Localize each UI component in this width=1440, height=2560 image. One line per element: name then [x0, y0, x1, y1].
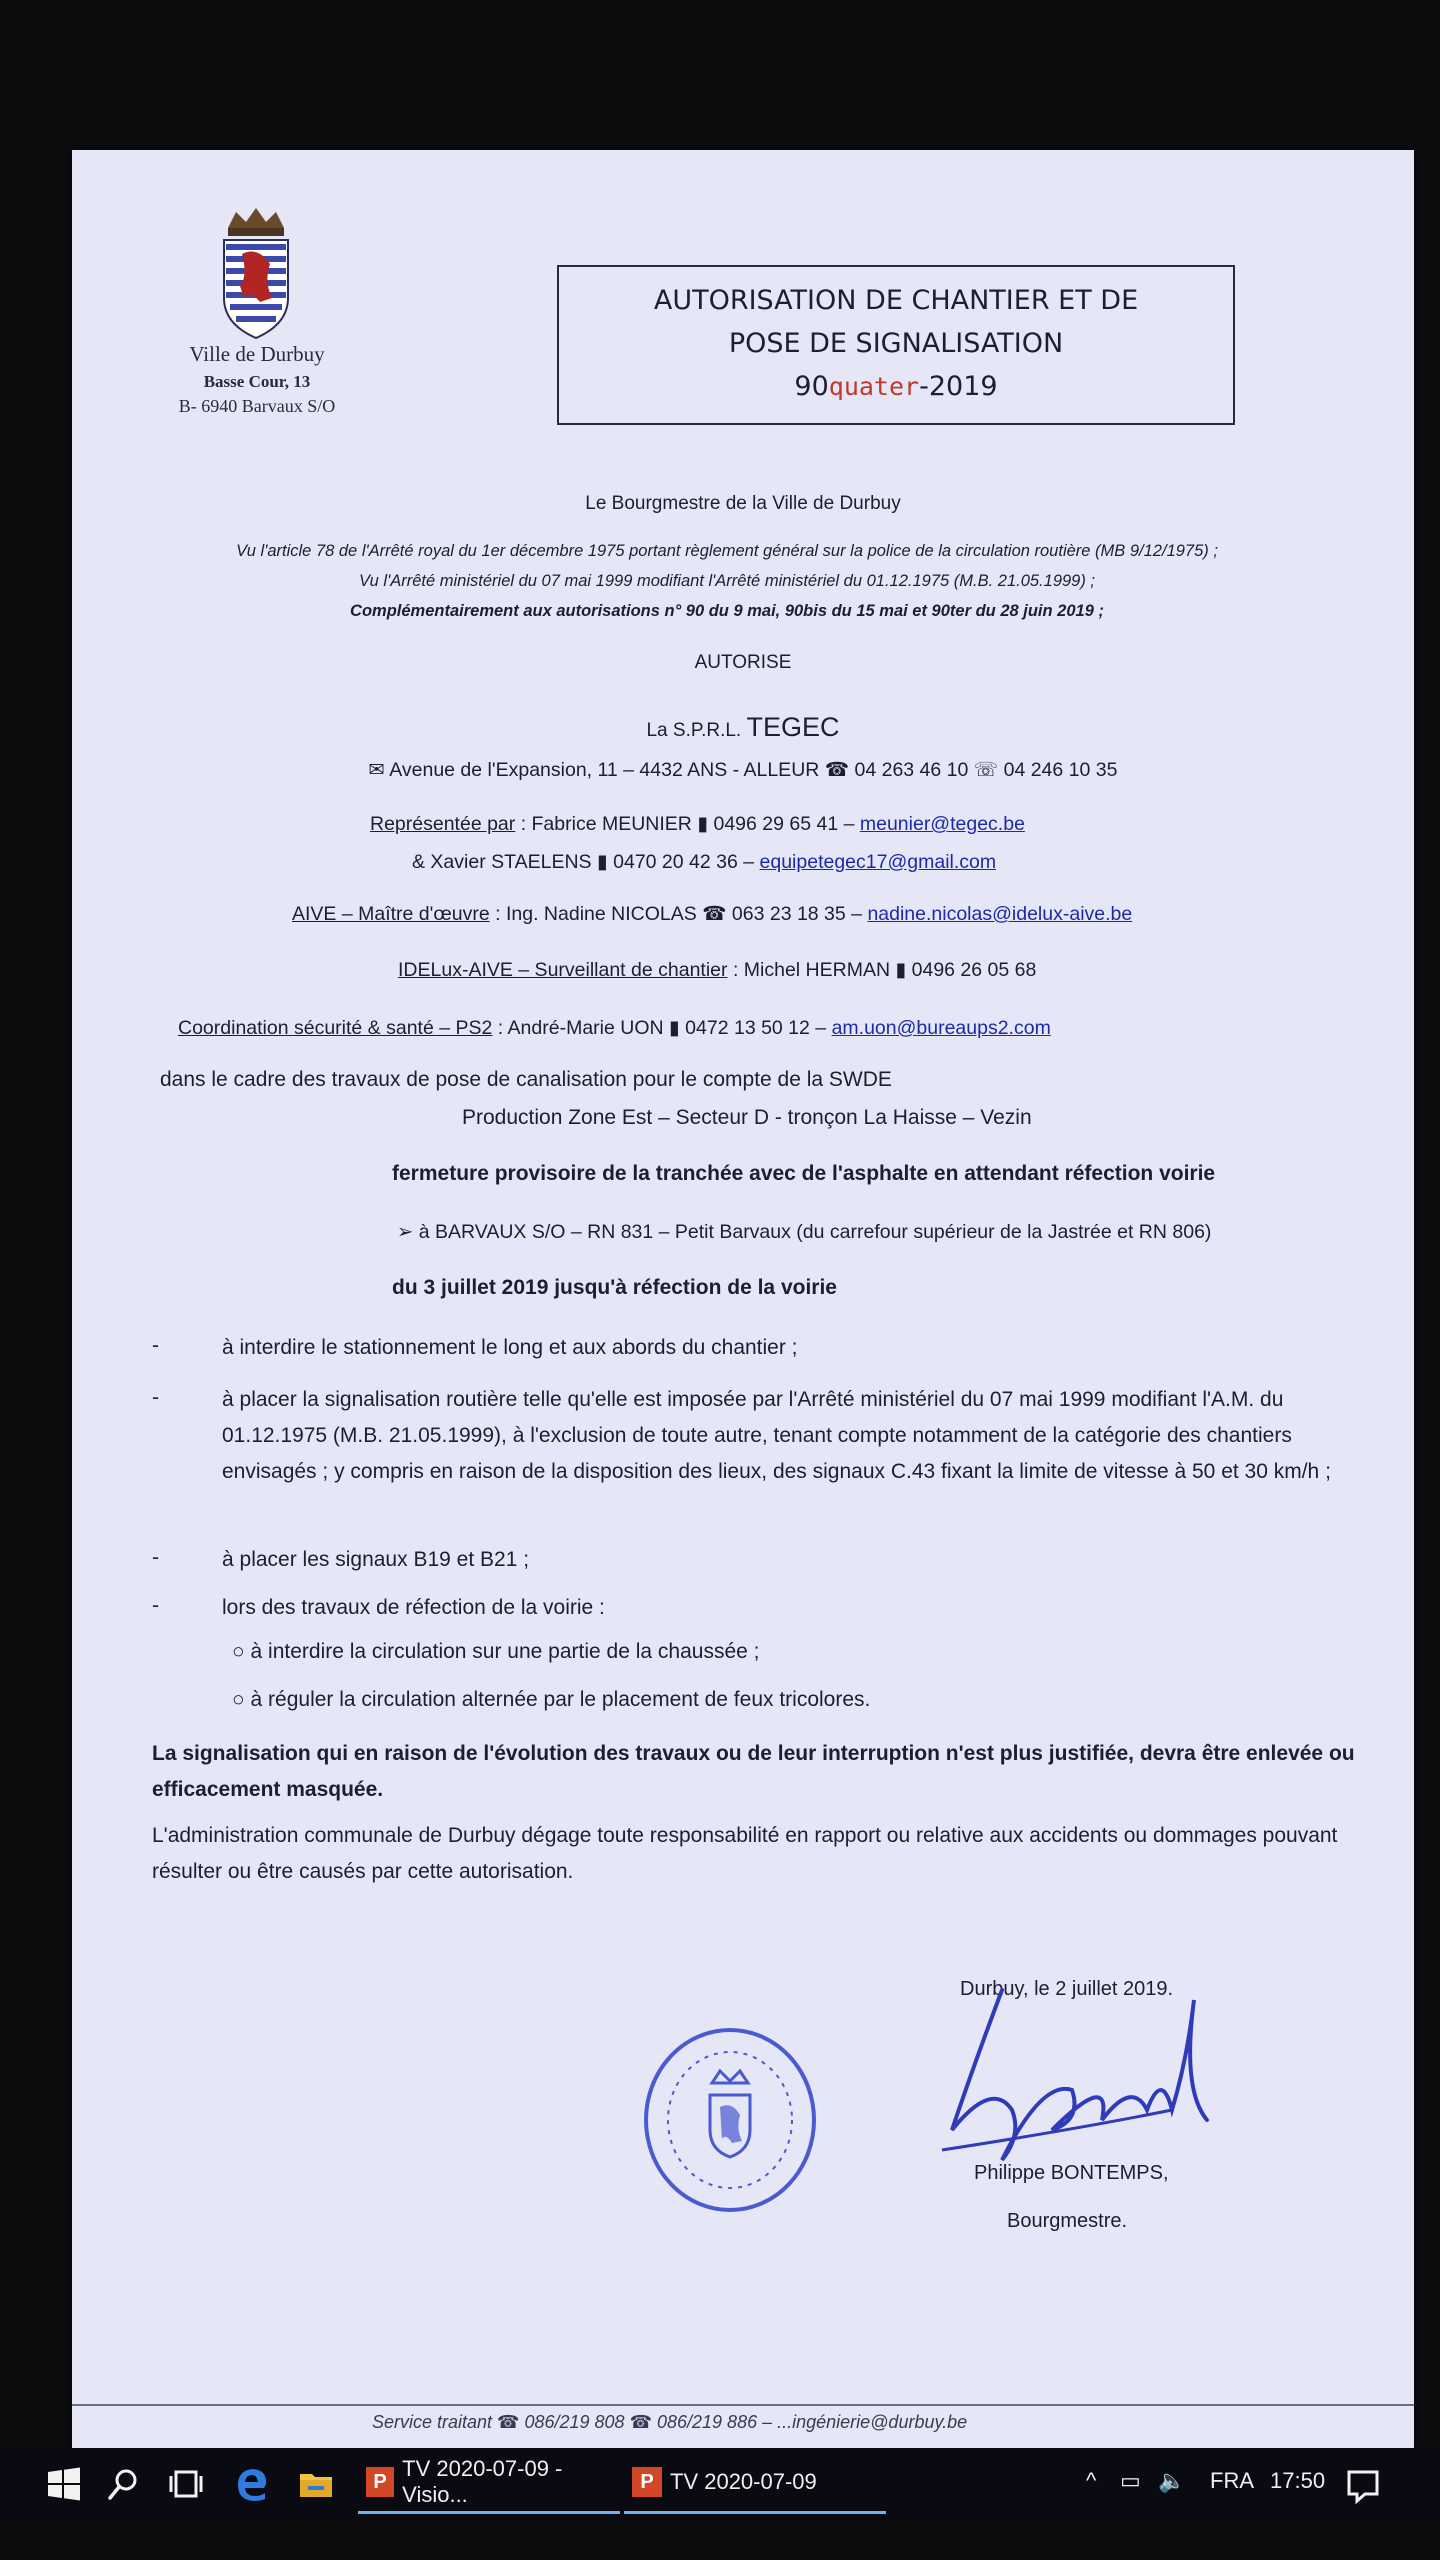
- representative-line-1: [370, 812, 1025, 836]
- company-fax: 04 246 10 35: [1003, 759, 1118, 781]
- coordination-email[interactable]: am.uon@bureaups2.com: [831, 1017, 1051, 1039]
- dash-bullet: -: [152, 1386, 159, 1409]
- dash-bullet: -: [152, 1334, 159, 1357]
- autorise-heading: AUTORISE: [694, 652, 792, 673]
- commune-city: B- 6940 Barvaux S/O: [178, 396, 336, 416]
- commune-street: Basse Cour, 13: [203, 372, 311, 391]
- file-explorer-icon[interactable]: [298, 2466, 334, 2502]
- vu-line-2: Vu l'Arrêté ministériel du 07 mai 1999 modifiant l'Arrêté ministériel du 01.12.1975 (M.B. 21.05.1999) ;: [358, 572, 1096, 590]
- number-year: -2019: [919, 371, 998, 402]
- footer-service-line: Service traitant ☎ 086/219 808 ☎ 086/219 886 – ...ingénierie@durbuy.be: [372, 2412, 968, 2432]
- signer-name: Philippe BONTEMPS,: [974, 2162, 1169, 2184]
- mobile-icon: ▮: [669, 1017, 680, 1039]
- aive-label: AIVE – Maître d'œuvre: [292, 903, 490, 925]
- company-prefix: La S.P.R.L.: [646, 720, 742, 741]
- representative-1: : Fabrice MEUNIER: [520, 813, 692, 835]
- scanned-document: [72, 150, 1414, 2448]
- works-context: dans le cadre des travaux de pose de canalisation pour le compte de la SWDE: [160, 1068, 892, 1091]
- chevron-up-icon[interactable]: ^: [1086, 2468, 1097, 2493]
- idelux-line: [398, 958, 1036, 982]
- closing-disclaimer: L'administration communale de Durbuy dégage toute responsabilité en rapport ou relative aux accidents ou dommages pouvant résulter ou être causés par cette autorisation.: [152, 1824, 1338, 1883]
- signature-date: Durbuy, le 2 juillet 2019.: [960, 1978, 1174, 2000]
- list-item: lors des travaux de réfection de la voirie :: [222, 1596, 605, 1619]
- company-phone: 04 263 46 10: [854, 759, 969, 781]
- coordination-phone: 0472 13 50 12 –: [685, 1017, 827, 1039]
- taskbar-app-powerpoint-2[interactable]: [624, 2452, 886, 2514]
- phone-icon: ☎: [702, 903, 727, 925]
- search-icon[interactable]: [106, 2466, 142, 2502]
- representative-1-email[interactable]: meunier@tegec.be: [859, 813, 1025, 835]
- task-view-icon[interactable]: [168, 2466, 204, 2502]
- edge-browser-icon[interactable]: [234, 2466, 270, 2502]
- clock[interactable]: 17:50: [1270, 2468, 1326, 2493]
- idelux-label: IDELux-AIVE – Surveillant de chantier: [398, 959, 728, 981]
- company-name: TEGEC: [746, 712, 840, 742]
- aive-email[interactable]: nadine.nicolas@idelux-aive.be: [867, 903, 1133, 925]
- complement-line: Complémentairement aux autorisations n° 90 du 9 mai, 90bis du 15 mai et 90ter du 28 juin 2019 ;: [350, 602, 1104, 620]
- sub-list-item: ○ à réguler la circulation alternée par le placement de feux tricolores.: [232, 1688, 871, 1711]
- title-line2: POSE DE SIGNALISATION: [728, 328, 1064, 359]
- fax-icon: ☏: [973, 759, 999, 781]
- works-location: ➢ à BARVAUX S/O – RN 831 – Petit Barvaux (du carrefour supérieur de la Jastrée et RN 806): [397, 1221, 1212, 1243]
- notification-icon[interactable]: [1345, 2468, 1381, 2504]
- number-suffix: quater: [828, 372, 920, 401]
- powerpoint-icon: P: [366, 2467, 394, 2497]
- mobile-icon: ▮: [697, 813, 709, 835]
- works-zone: Production Zone Est – Secteur D - tronçon La Haisse – Vezin: [462, 1106, 1032, 1129]
- company-address: Avenue de l'Expansion, 11 – 4432 ANS - ALLEUR: [389, 759, 820, 781]
- representative-2-phone: 0470 20 42 36 –: [613, 851, 755, 873]
- language-indicator[interactable]: FRA: [1210, 2468, 1254, 2493]
- taskbar-app-label: TV 2020-07-09 - Visio...: [402, 2455, 563, 2507]
- sub-list-item-text: à réguler la circulation alternée par le placement de feux tricolores.: [250, 1688, 871, 1711]
- works-closure: fermeture provisoire de la tranchée avec de l'asphalte en attendant réfection voirie: [392, 1162, 1216, 1185]
- taskbar-app-powerpoint[interactable]: [358, 2452, 620, 2514]
- aive-contact: : Ing. Nadine NICOLAS: [495, 903, 697, 925]
- vu-line-1: Vu l'article 78 de l'Arrêté royal du 1er décembre 1975 portant règlement général sur la police de la circulation routière (MB 9/12/1975) ;: [236, 542, 1218, 560]
- list-item: à placer la signalisation routière telle qu'elle est imposée par l'Arrêté ministériel du 07 mai 1999 modifiant l'A.M. du 01.12.1975 (M.B. 21.05.1999), à l'exclusion de toute autre, tenant compte notamment de la catégorie des chantiers envisagés ; y compris en raison de la disposition des lieux, des signaux C.43 fixant la limite de vitesse à 50 et 30 km/h ;: [222, 1388, 1331, 1483]
- authorization-number: [559, 365, 1233, 408]
- mail-icon: ✉: [368, 759, 385, 781]
- list-item: à placer les signaux B19 et B21 ;: [222, 1548, 530, 1571]
- windows-start-icon[interactable]: [46, 2466, 82, 2502]
- title-line1: AUTORISATION DE CHANTIER ET DE: [653, 285, 1139, 316]
- coat-of-arms-icon: [214, 206, 298, 346]
- phone-icon: ☎: [824, 759, 850, 781]
- representative-line-2: [412, 850, 996, 874]
- signer-role: Bourgmestre.: [1007, 2210, 1128, 2232]
- volume-icon[interactable]: 🔈: [1158, 2468, 1186, 2493]
- mobile-icon: ▮: [596, 851, 608, 873]
- sub-list-item: ○ à interdire la circulation sur une partie de la chaussée ;: [232, 1640, 760, 1663]
- closing-bold: La signalisation qui en raison de l'évolution des travaux ou de leur interruption n'est plus justifiée, devra être enlevée ou efficacement masquée.: [152, 1742, 1355, 1801]
- coordination-line: [178, 1016, 1051, 1040]
- official-seal-icon: [640, 2025, 820, 2215]
- representative-2: & Xavier STAELENS: [412, 851, 592, 873]
- coordination-contact: : André-Marie UON: [497, 1017, 664, 1039]
- handwritten-signature-icon: [932, 1960, 1242, 2180]
- number-part: 90: [794, 371, 829, 402]
- footer-divider: [72, 2404, 1414, 2406]
- powerpoint-icon: P: [632, 2467, 662, 2497]
- coordination-label: Coordination sécurité & santé – PS2: [178, 1017, 493, 1039]
- representative-2-email[interactable]: equipetegec17@gmail.com: [759, 851, 997, 873]
- company-line: [72, 712, 1414, 743]
- list-item: à interdire le stationnement le long et aux abords du chantier ;: [222, 1336, 798, 1359]
- sub-list-item-text: à interdire la circulation sur une partie de la chaussée ;: [250, 1640, 760, 1663]
- representative-1-phone: 0496 29 65 41 –: [713, 813, 855, 835]
- title-box: [557, 265, 1235, 425]
- idelux-phone: 0496 26 05 68: [911, 959, 1037, 981]
- taskbar: [0, 2448, 1440, 2520]
- works-period: du 3 juillet 2019 jusqu'à réfection de la voirie: [392, 1276, 837, 1299]
- dash-bullet: -: [152, 1594, 159, 1617]
- aive-line: [292, 902, 1132, 926]
- company-address-line: [72, 758, 1414, 782]
- aive-phone: 063 23 18 35 –: [731, 903, 863, 925]
- network-icon[interactable]: ▭: [1120, 2468, 1141, 2493]
- dash-bullet: -: [152, 1546, 159, 1569]
- representative-label: Représentée par: [370, 813, 516, 835]
- idelux-contact: : Michel HERMAN: [732, 959, 891, 981]
- mobile-icon: ▮: [895, 959, 907, 981]
- mayor-line: Le Bourgmestre de la Ville de Durbuy: [585, 493, 901, 514]
- taskbar-app-label: TV 2020-07-09: [670, 2468, 817, 2494]
- commune-name: Ville de Durbuy: [189, 342, 325, 366]
